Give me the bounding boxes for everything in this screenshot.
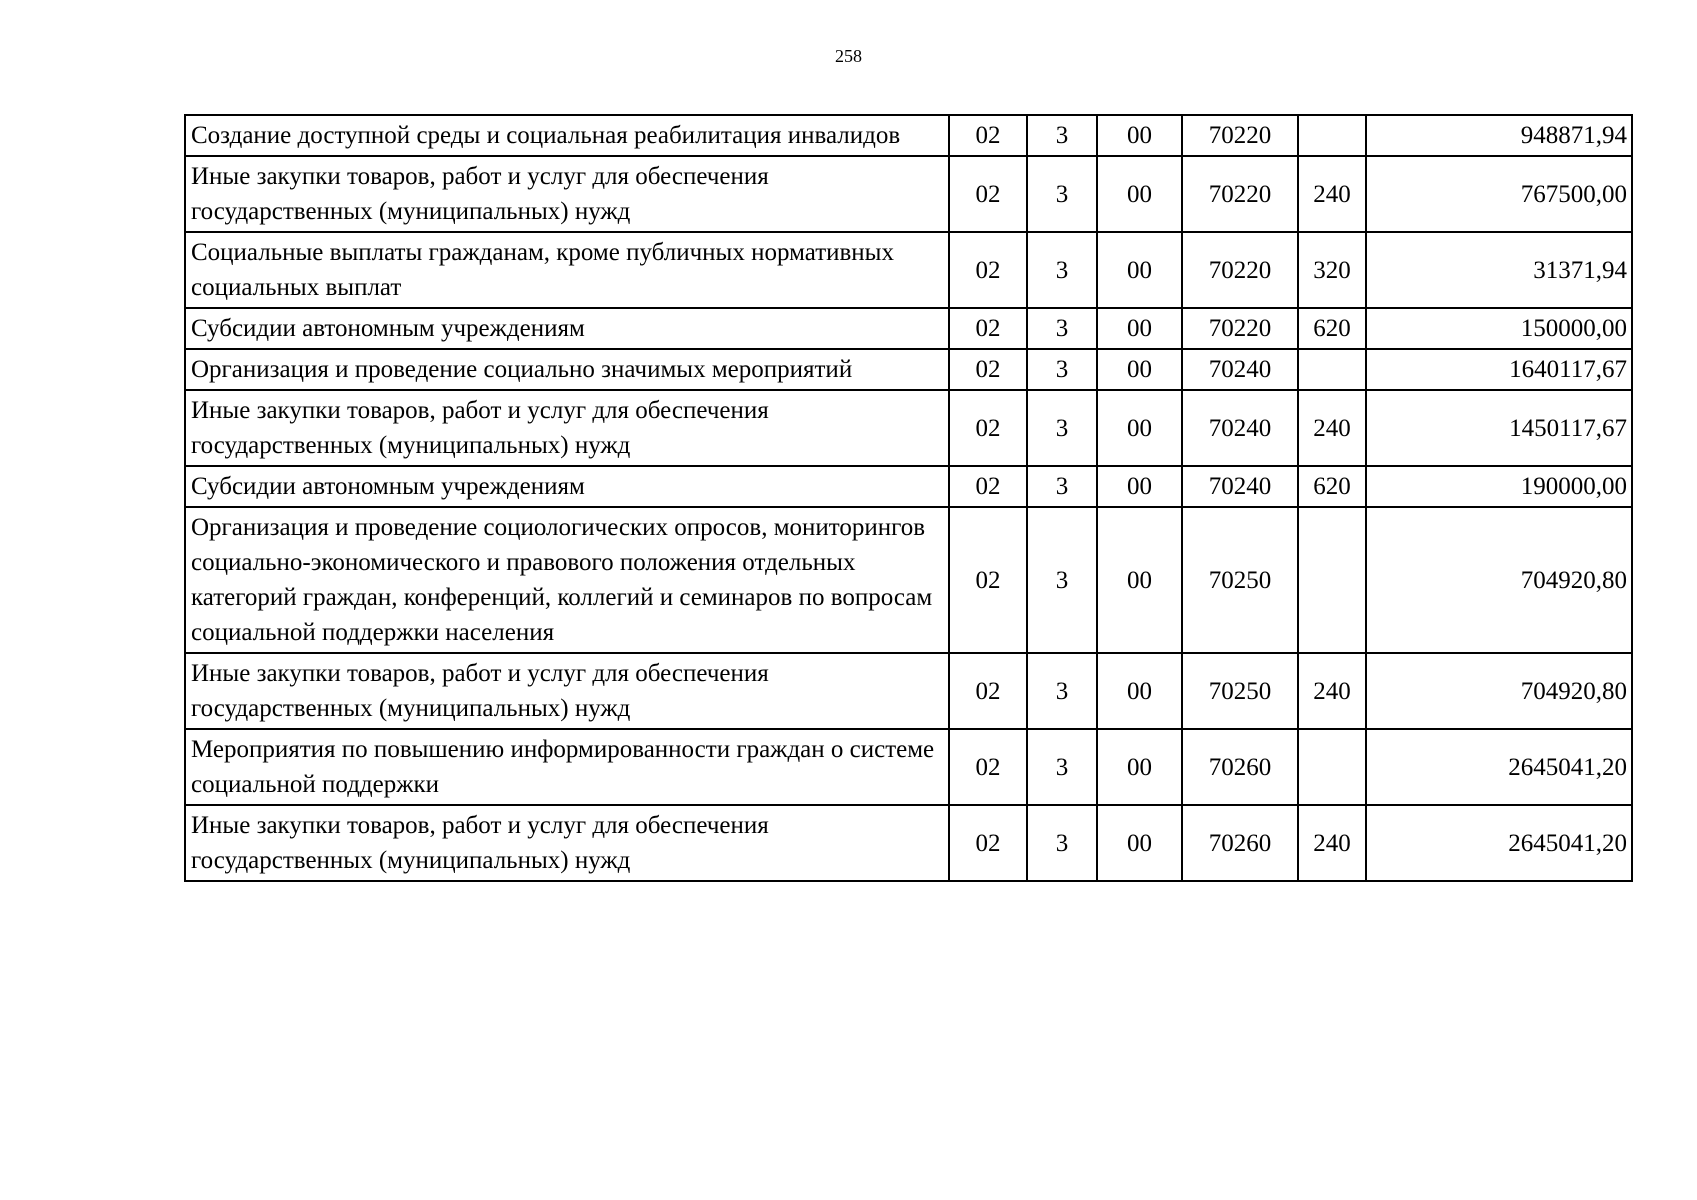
row-code-5: 320 bbox=[1298, 232, 1366, 308]
row-code-2: 3 bbox=[1027, 390, 1097, 466]
row-code-4: 70220 bbox=[1182, 115, 1298, 156]
row-name: Социальные выплаты гражданам, кроме публичных нормативных социальных выплат bbox=[185, 232, 949, 308]
row-code-1: 02 bbox=[949, 729, 1027, 805]
row-code-2: 3 bbox=[1027, 156, 1097, 232]
row-code-4: 70250 bbox=[1182, 653, 1298, 729]
table-row bbox=[185, 308, 1632, 349]
row-code-5 bbox=[1298, 729, 1366, 805]
row-sum: 150000,00 bbox=[1366, 308, 1632, 349]
row-code-3: 00 bbox=[1097, 349, 1182, 390]
row-code-3: 00 bbox=[1097, 232, 1182, 308]
row-code-2: 3 bbox=[1027, 349, 1097, 390]
row-code-2: 3 bbox=[1027, 115, 1097, 156]
row-sum: 2645041,20 bbox=[1366, 729, 1632, 805]
row-code-2: 3 bbox=[1027, 232, 1097, 308]
row-code-2: 3 bbox=[1027, 308, 1097, 349]
row-code-3: 00 bbox=[1097, 308, 1182, 349]
row-sum: 704920,80 bbox=[1366, 507, 1632, 653]
row-code-5: 620 bbox=[1298, 466, 1366, 507]
row-code-4: 70220 bbox=[1182, 308, 1298, 349]
row-code-2: 3 bbox=[1027, 729, 1097, 805]
row-code-5 bbox=[1298, 115, 1366, 156]
row-code-3: 00 bbox=[1097, 653, 1182, 729]
row-code-5 bbox=[1298, 507, 1366, 653]
row-code-1: 02 bbox=[949, 805, 1027, 881]
row-code-1: 02 bbox=[949, 653, 1027, 729]
row-code-5: 240 bbox=[1298, 390, 1366, 466]
row-code-4: 70260 bbox=[1182, 805, 1298, 881]
row-sum: 31371,94 bbox=[1366, 232, 1632, 308]
row-name: Организация и проведение социологических опросов, мониторингов социально-экономического и правового положения отдельных категорий граждан, конференций, коллегий и семинаров по вопросам социальной поддержки населения bbox=[185, 507, 949, 653]
row-name: Иные закупки товаров, работ и услуг для обеспечения государственных (муниципальных) нужд bbox=[185, 156, 949, 232]
row-name: Организация и проведение социально значимых мероприятий bbox=[185, 349, 949, 390]
table-row bbox=[185, 653, 1632, 729]
row-name: Иные закупки товаров, работ и услуг для обеспечения государственных (муниципальных) нужд bbox=[185, 653, 949, 729]
row-sum: 704920,80 bbox=[1366, 653, 1632, 729]
row-name: Мероприятия по повышению информированности граждан о системе социальной поддержки bbox=[185, 729, 949, 805]
table-row bbox=[185, 805, 1632, 881]
row-code-2: 3 bbox=[1027, 466, 1097, 507]
table-row bbox=[185, 156, 1632, 232]
table-row bbox=[185, 507, 1632, 653]
row-code-1: 02 bbox=[949, 156, 1027, 232]
row-code-3: 00 bbox=[1097, 115, 1182, 156]
row-code-4: 70240 bbox=[1182, 390, 1298, 466]
row-code-5: 240 bbox=[1298, 653, 1366, 729]
row-code-4: 70250 bbox=[1182, 507, 1298, 653]
row-sum: 190000,00 bbox=[1366, 466, 1632, 507]
row-code-3: 00 bbox=[1097, 507, 1182, 653]
row-code-1: 02 bbox=[949, 349, 1027, 390]
row-code-4: 70240 bbox=[1182, 349, 1298, 390]
row-sum: 2645041,20 bbox=[1366, 805, 1632, 881]
table-row bbox=[185, 729, 1632, 805]
row-code-3: 00 bbox=[1097, 390, 1182, 466]
page-number: 258 bbox=[835, 46, 862, 66]
row-code-5 bbox=[1298, 349, 1366, 390]
row-code-2: 3 bbox=[1027, 507, 1097, 653]
row-code-5: 240 bbox=[1298, 156, 1366, 232]
row-code-1: 02 bbox=[949, 308, 1027, 349]
row-code-2: 3 bbox=[1027, 805, 1097, 881]
row-code-4: 70220 bbox=[1182, 232, 1298, 308]
table-row bbox=[185, 349, 1632, 390]
budget-table bbox=[184, 114, 1633, 882]
row-code-3: 00 bbox=[1097, 466, 1182, 507]
row-code-4: 70240 bbox=[1182, 466, 1298, 507]
table-row bbox=[185, 232, 1632, 308]
table-row bbox=[185, 115, 1632, 156]
row-code-4: 70260 bbox=[1182, 729, 1298, 805]
row-name: Иные закупки товаров, работ и услуг для обеспечения государственных (муниципальных) нужд bbox=[185, 805, 949, 881]
row-code-4: 70220 bbox=[1182, 156, 1298, 232]
row-code-3: 00 bbox=[1097, 156, 1182, 232]
row-code-1: 02 bbox=[949, 232, 1027, 308]
row-name: Создание доступной среды и социальная реабилитация инвалидов bbox=[185, 115, 949, 156]
row-code-1: 02 bbox=[949, 390, 1027, 466]
table-row bbox=[185, 466, 1632, 507]
row-sum: 1450117,67 bbox=[1366, 390, 1632, 466]
row-sum: 948871,94 bbox=[1366, 115, 1632, 156]
row-sum: 767500,00 bbox=[1366, 156, 1632, 232]
row-code-5: 240 bbox=[1298, 805, 1366, 881]
row-name: Иные закупки товаров, работ и услуг для обеспечения государственных (муниципальных) нужд bbox=[185, 390, 949, 466]
table-row bbox=[185, 390, 1632, 466]
row-name: Субсидии автономным учреждениям bbox=[185, 466, 949, 507]
row-code-3: 00 bbox=[1097, 729, 1182, 805]
row-code-2: 3 bbox=[1027, 653, 1097, 729]
row-code-1: 02 bbox=[949, 466, 1027, 507]
row-code-1: 02 bbox=[949, 507, 1027, 653]
row-code-5: 620 bbox=[1298, 308, 1366, 349]
row-code-1: 02 bbox=[949, 115, 1027, 156]
row-code-3: 00 bbox=[1097, 805, 1182, 881]
row-name: Субсидии автономным учреждениям bbox=[185, 308, 949, 349]
row-sum: 1640117,67 bbox=[1366, 349, 1632, 390]
